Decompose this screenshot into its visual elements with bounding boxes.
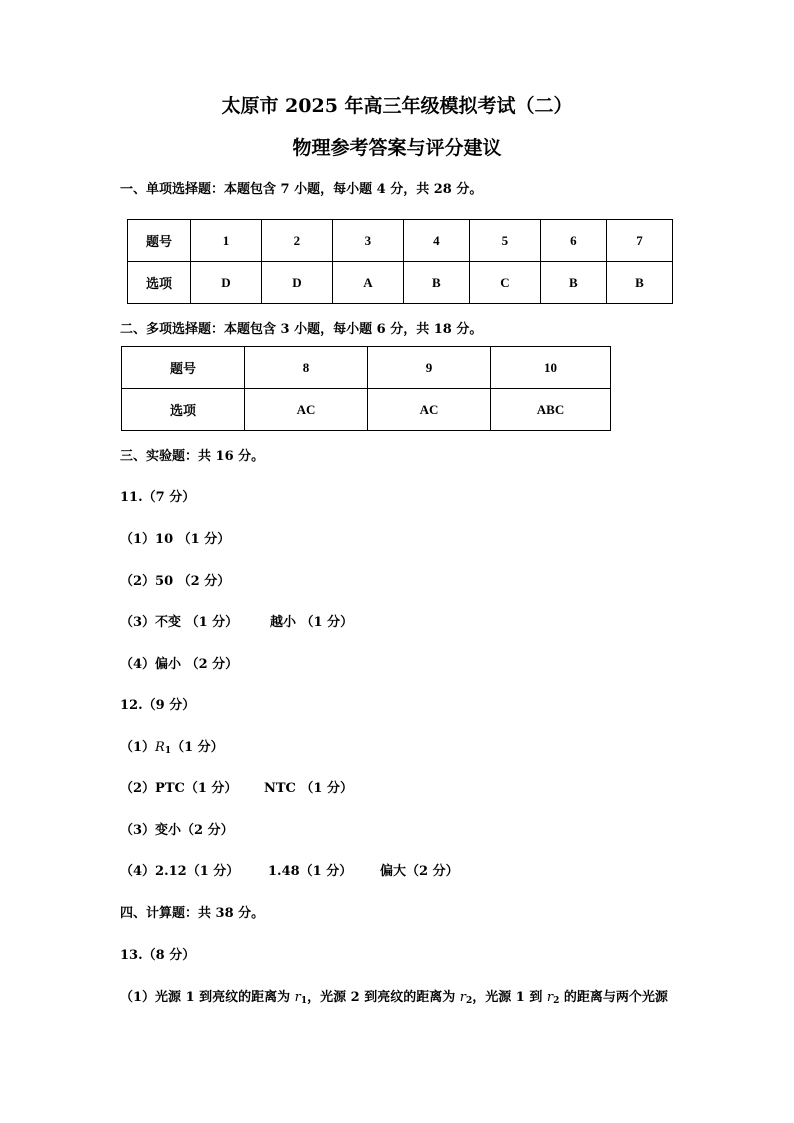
question-number: 8 (245, 347, 368, 389)
row-label: 题号 (128, 220, 191, 262)
subscript: 1 (300, 996, 308, 1006)
text-fragment: （1）光源 1 到亮纹的距离为 (120, 990, 295, 1005)
subscript: 1 (164, 746, 172, 756)
answer-cell: D (261, 262, 332, 304)
subscript: 2 (466, 996, 473, 1006)
q12-answer-2-part-b: NTC （1 分） (264, 781, 354, 796)
answer-row (122, 389, 611, 431)
multi-choice-answer-table (121, 346, 611, 431)
question-13-title: 13.（8 分） (120, 948, 196, 963)
answer-cell: AC (245, 389, 368, 431)
answer-cell: C (469, 262, 540, 304)
question-number: 10 (491, 347, 611, 389)
variable-r: r (459, 990, 466, 1005)
question-number: 7 (606, 220, 672, 262)
page-subtitle: 物理参考答案与评分建议 (292, 137, 502, 159)
variable-r: R (155, 740, 165, 755)
question-number: 2 (261, 220, 332, 262)
section-4-heading: 四、计算题：共 38 分。 (120, 906, 265, 921)
question-number: 3 (332, 220, 403, 262)
text-fragment: ，光源 1 到 (472, 990, 547, 1005)
q12-answer-1-prefix: （1） (120, 740, 156, 755)
answer-cell: ABC (491, 389, 611, 431)
question-number-row (122, 347, 611, 389)
question-12-title: 12.（9 分） (120, 698, 196, 713)
variable-r: r (294, 990, 301, 1005)
section-3-heading: 三、实验题：共 16 分。 (120, 449, 265, 464)
question-number: 5 (469, 220, 540, 262)
question-number: 4 (403, 220, 469, 262)
q12-answer-4-part-c: 偏大（2 分） (380, 864, 459, 879)
variable-r: r (546, 990, 554, 1005)
q12-answer-1-suffix: （1 分） (171, 740, 224, 755)
q11-answer-3-part-b: 越小 （1 分） (270, 615, 354, 630)
page-title: 太原市 2025 年高三年级模拟考试（二） (221, 95, 573, 117)
answer-cell: AC (368, 389, 491, 431)
subscript: 2 (553, 996, 560, 1006)
q12-answer-4-part-b: 1.48（1 分） (268, 864, 353, 879)
q13-answer-1 (120, 986, 668, 1006)
answer-cell: A (332, 262, 403, 304)
row-label: 选项 (128, 262, 191, 304)
answer-cell: B (540, 262, 606, 304)
answer-cell: B (403, 262, 469, 304)
question-number-row (128, 220, 673, 262)
q12-answer-3: （3）变小（2 分） (120, 823, 234, 838)
q11-answer-1: （1）10 （1 分） (120, 532, 231, 547)
row-label: 选项 (122, 389, 245, 431)
answer-cell: B (606, 262, 672, 304)
text-fragment: ，光源 2 到亮纹的距离为 (307, 990, 460, 1005)
q12-answer-4-part-a: （4）2.12（1 分） (120, 864, 240, 879)
q12-answer-2-part-a: （2）PTC（1 分） (120, 781, 238, 796)
row-label: 题号 (122, 347, 245, 389)
question-number: 1 (191, 220, 262, 262)
q11-answer-3-part-a: （3）不变 （1 分） (120, 615, 239, 630)
question-number: 9 (368, 347, 491, 389)
q11-answer-3 (120, 611, 353, 630)
question-number: 6 (540, 220, 606, 262)
q11-answer-2: （2）50 （2 分） (120, 574, 231, 589)
answer-row (128, 262, 673, 304)
q12-answer-1 (120, 736, 224, 756)
text-fragment: 的距离与两个光源 (559, 990, 668, 1005)
answer-cell: D (191, 262, 262, 304)
q12-answer-4 (120, 860, 459, 879)
q11-answer-4: （4）偏小 （2 分） (120, 657, 239, 672)
single-choice-answer-table (127, 219, 673, 304)
section-2-heading: 二、多项选择题：本题包含 3 小题，每小题 6 分，共 18 分。 (120, 322, 483, 337)
question-11-title: 11.（7 分） (120, 490, 196, 505)
section-1-heading: 一、单项选择题：本题包含 7 小题，每小题 4 分，共 28 分。 (120, 182, 483, 197)
q12-answer-2 (120, 777, 353, 796)
